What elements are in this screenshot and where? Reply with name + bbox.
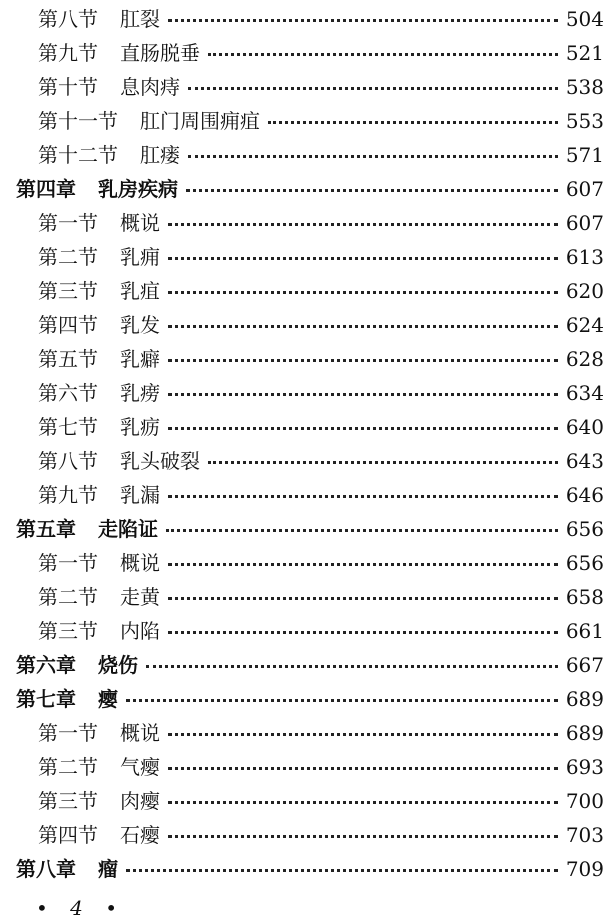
toc-section-row <box>0 240 616 274</box>
toc-chapter-row <box>0 648 616 682</box>
toc-entry-label <box>0 689 118 709</box>
toc-entry-number: 第六节 <box>38 381 98 405</box>
toc-page-number: 571 <box>565 143 604 167</box>
toc-entry-label <box>0 553 160 573</box>
toc-entry-title: 瘤 <box>98 857 118 881</box>
toc-section-row <box>0 308 616 342</box>
toc-page-number: 646 <box>565 483 604 507</box>
toc-entry-number: 第五节 <box>38 347 98 371</box>
dot-leader <box>168 324 558 328</box>
toc-entry-title: 瘿 <box>98 687 118 711</box>
toc-page-number: 656 <box>565 551 604 575</box>
toc-page-number: 656 <box>565 517 604 541</box>
toc-entry-number: 第一节 <box>38 551 98 575</box>
toc-entry-title: 乳痈 <box>120 245 160 269</box>
toc-entry-title: 乳漏 <box>120 483 160 507</box>
toc-entry-title: 息肉痔 <box>120 75 180 99</box>
toc-entry-number: 第一节 <box>38 721 98 745</box>
toc-entry-number: 第十节 <box>38 75 98 99</box>
toc-entry-label <box>0 417 160 437</box>
toc-entry-number: 第三节 <box>38 279 98 303</box>
toc-section-row <box>0 614 616 648</box>
toc-entry-number: 第二节 <box>38 755 98 779</box>
toc-entry-title: 肉瘿 <box>120 789 160 813</box>
toc-section-row <box>0 70 616 104</box>
dot-leader <box>168 800 558 804</box>
toc-section-row <box>0 36 616 70</box>
toc-section-row <box>0 580 616 614</box>
toc-section-row <box>0 784 616 818</box>
toc-entry-title: 直肠脱垂 <box>120 41 200 65</box>
toc-section-row <box>0 376 616 410</box>
toc-section-row <box>0 410 616 444</box>
dot-leader <box>168 426 558 430</box>
toc-entry-number: 第七章 <box>16 687 76 711</box>
dot-leader <box>168 358 558 362</box>
dot-leader <box>126 698 558 702</box>
toc-page-number: 613 <box>565 245 604 269</box>
toc-entry-label <box>0 383 160 403</box>
dot-leader <box>146 664 558 668</box>
toc-page-number: 553 <box>565 109 604 133</box>
toc-page-number: 640 <box>565 415 604 439</box>
toc-page-number: 504 <box>565 7 604 31</box>
toc-section-row <box>0 138 616 172</box>
toc-entry-title: 乳头破裂 <box>120 449 200 473</box>
toc-entry-title: 概说 <box>120 211 160 235</box>
toc-entry-label <box>0 315 160 335</box>
toc-entry-title: 概说 <box>120 551 160 575</box>
dot-leader <box>168 834 558 838</box>
dot-leader <box>268 120 558 124</box>
toc-section-row <box>0 750 616 784</box>
toc-entry-label <box>0 9 160 29</box>
toc-entry-number: 第十二节 <box>38 143 118 167</box>
toc-entry-number: 第八节 <box>38 7 98 31</box>
toc-section-row <box>0 104 616 138</box>
toc-entry-title: 内陷 <box>120 619 160 643</box>
toc-section-row <box>0 546 616 580</box>
toc-entry-title: 肛裂 <box>120 7 160 31</box>
toc-page-number: 538 <box>565 75 604 99</box>
toc-entry-number: 第六章 <box>16 653 76 677</box>
toc-page-number: 658 <box>565 585 604 609</box>
toc-entry-label <box>0 485 160 505</box>
toc-entry-title: 肛瘘 <box>140 143 180 167</box>
toc-entry-title: 石瘿 <box>120 823 160 847</box>
toc-entry-title: 走黄 <box>120 585 160 609</box>
toc-section-row <box>0 342 616 376</box>
toc-entry-number: 第二节 <box>38 245 98 269</box>
toc-chapter-row <box>0 512 616 546</box>
toc-entry-number: 第十一节 <box>38 109 118 133</box>
toc-page-number: 607 <box>565 211 604 235</box>
toc-section-row <box>0 716 616 750</box>
dot-leader <box>168 562 558 566</box>
dot-leader <box>168 766 558 770</box>
toc-entry-title: 走陷证 <box>98 517 158 541</box>
toc-entry-label <box>0 349 160 369</box>
toc-entry-number: 第三节 <box>38 619 98 643</box>
dot-leader <box>168 18 558 22</box>
toc-entry-label <box>0 179 178 199</box>
toc-page-number: 607 <box>565 177 604 201</box>
toc-entry-number: 第三节 <box>38 789 98 813</box>
toc-entry-label <box>0 621 160 641</box>
toc-entry-label <box>0 723 160 743</box>
toc-entry-label <box>0 791 160 811</box>
toc-section-row <box>0 444 616 478</box>
dot-leader <box>168 494 558 498</box>
dot-leader <box>168 392 558 396</box>
toc-entry-number: 第八节 <box>38 449 98 473</box>
dot-leader <box>188 86 558 90</box>
page-number-footer: • 4 • <box>36 896 126 920</box>
toc-entry-label <box>0 77 180 97</box>
toc-entry-number: 第二节 <box>38 585 98 609</box>
toc-entry-label <box>0 247 160 267</box>
toc-entry-label <box>0 451 200 471</box>
dot-leader <box>208 52 558 56</box>
dot-leader <box>168 732 558 736</box>
toc-entry-title: 肛门周围痈疽 <box>140 109 260 133</box>
toc-entry-title: 概说 <box>120 721 160 745</box>
dot-leader <box>168 630 558 634</box>
toc-entry-title: 乳疽 <box>120 279 160 303</box>
toc-page-number: 521 <box>565 41 604 65</box>
toc-entry-label <box>0 145 180 165</box>
dot-leader <box>168 596 558 600</box>
toc-chapter-row <box>0 682 616 716</box>
toc-page-number: 689 <box>565 721 604 745</box>
toc-page-number: 620 <box>565 279 604 303</box>
toc-entry-number: 第九节 <box>38 483 98 507</box>
toc-entry-number: 第四节 <box>38 313 98 337</box>
toc-section-row <box>0 274 616 308</box>
dot-leader <box>208 460 558 464</box>
toc-entry-number: 第一节 <box>38 211 98 235</box>
toc-entry-title: 乳发 <box>120 313 160 337</box>
toc-entry-label <box>0 859 118 879</box>
toc-entry-title: 烧伤 <box>98 653 138 677</box>
toc-page-number: 703 <box>565 823 604 847</box>
toc-entry-label <box>0 587 160 607</box>
toc-entry-number: 第九节 <box>38 41 98 65</box>
toc-page-number: 709 <box>565 857 604 881</box>
toc-entry-title: 乳房疾病 <box>98 177 178 201</box>
toc-page-number: 634 <box>565 381 604 405</box>
toc-chapter-row <box>0 172 616 206</box>
toc-entry-label <box>0 757 160 777</box>
toc-entry-label <box>0 281 160 301</box>
toc-chapter-row <box>0 852 616 886</box>
dot-leader <box>168 256 558 260</box>
toc-section-row <box>0 2 616 36</box>
toc-entry-number: 第七节 <box>38 415 98 439</box>
toc-entry-label <box>0 825 160 845</box>
toc-page-number: 700 <box>565 789 604 813</box>
toc-entry-label <box>0 655 138 675</box>
toc-entry-label <box>0 519 158 539</box>
toc-page-number: 693 <box>565 755 604 779</box>
dot-leader <box>168 290 558 294</box>
toc-entry-title: 乳痨 <box>120 381 160 405</box>
toc-entry-label <box>0 43 200 63</box>
toc-page-number: 624 <box>565 313 604 337</box>
toc-page-number: 643 <box>565 449 604 473</box>
dot-leader <box>166 528 558 532</box>
dot-leader <box>186 188 558 192</box>
toc-section-row <box>0 818 616 852</box>
toc-page-number: 661 <box>565 619 604 643</box>
dot-leader <box>126 868 558 872</box>
toc-entry-number: 第八章 <box>16 857 76 881</box>
toc-page-number: 689 <box>565 687 604 711</box>
toc-entry-title: 乳疬 <box>120 415 160 439</box>
toc-page-number: 667 <box>565 653 604 677</box>
toc-section-row <box>0 206 616 240</box>
toc-section-row <box>0 478 616 512</box>
dot-leader <box>188 154 558 158</box>
toc-entry-label <box>0 111 260 131</box>
toc-entry-label <box>0 213 160 233</box>
toc-entry-number: 第四章 <box>16 177 76 201</box>
toc-entry-title: 气瘿 <box>120 755 160 779</box>
toc-entry-number: 第五章 <box>16 517 76 541</box>
toc-page-number: 628 <box>565 347 604 371</box>
toc-entry-number: 第四节 <box>38 823 98 847</box>
toc-entry-title: 乳癖 <box>120 347 160 371</box>
dot-leader <box>168 222 558 226</box>
